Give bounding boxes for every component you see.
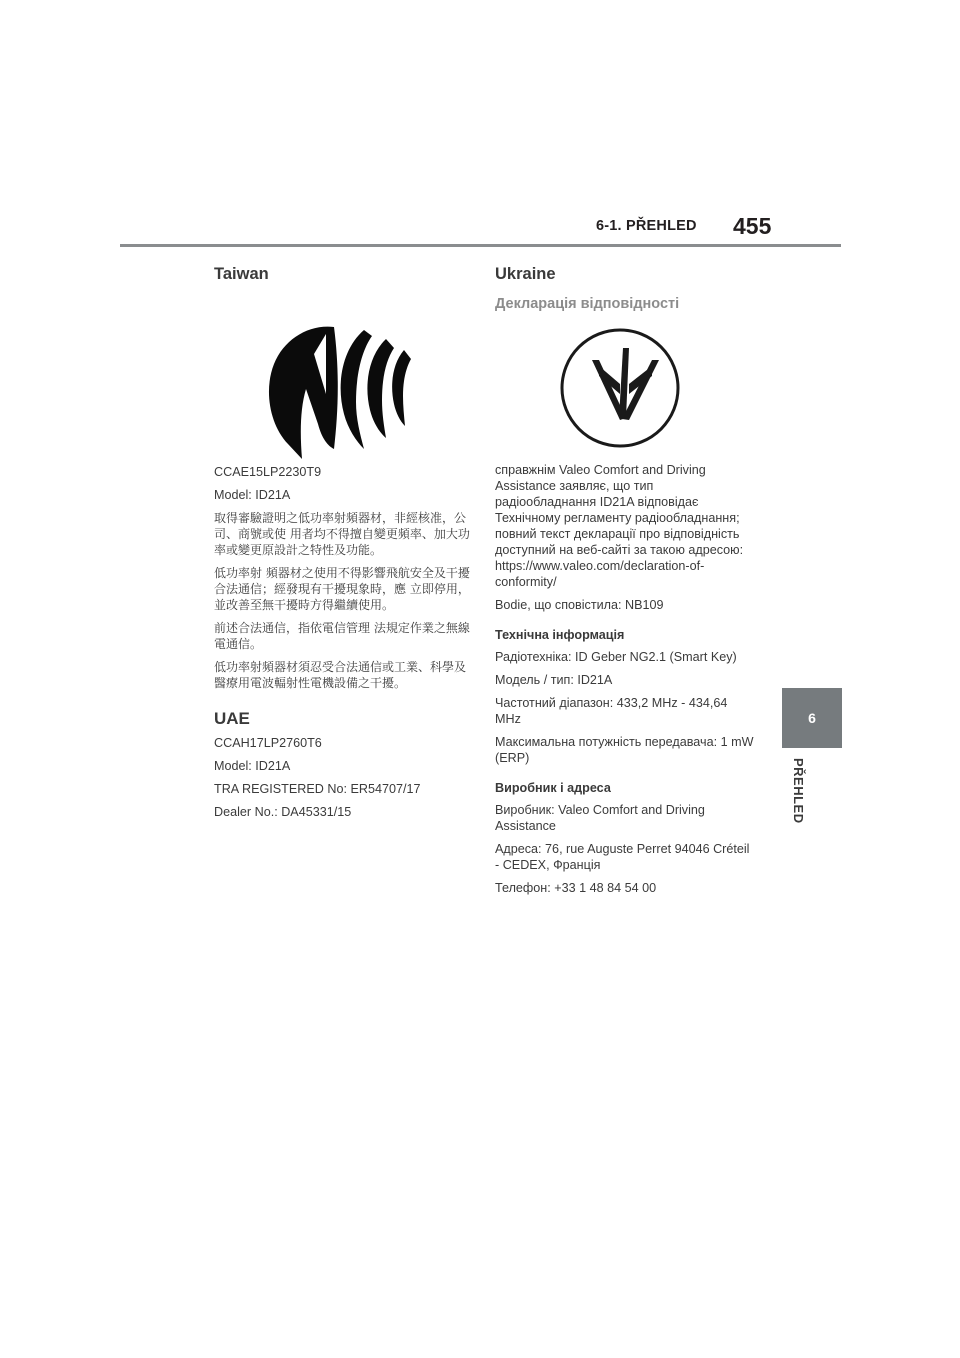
tech-info-line: Модель / тип: ID21A bbox=[495, 673, 613, 687]
tech-info-heading: Технічна інформація bbox=[495, 628, 625, 642]
manufacturer-line: Телефон: +33 1 48 84 54 00 bbox=[495, 881, 657, 895]
ukraine-intro: справжнім Valeo Comfort and Driving Assistance заявляє, що тип радіообладнання ID21A відповідає Технічному регламенту радіообладнання; повний текст декларації про відповідність доступний на веб-сайті за такою адресою: https://www.valeo.com/declaration-of-conformity/ bbox=[495, 463, 744, 589]
ukrainian-conformity-mark-icon bbox=[495, 322, 755, 452]
tech-info-line: Частотний діапазон: 433,2 MHz - 434,64 MHz bbox=[495, 696, 728, 726]
page-number: 455 bbox=[733, 213, 772, 239]
ncc-logo-icon bbox=[214, 294, 470, 464]
ukraine-heading: Ukraine bbox=[495, 265, 556, 283]
section-title: 6-1. PŘEHLED bbox=[596, 218, 697, 234]
taiwan-line: 前述合法通信，指依電信管理 法規定作業之無線電通信。 bbox=[214, 621, 470, 651]
uae-line: CCAH17LP2760T6 bbox=[214, 736, 322, 750]
right-column bbox=[495, 264, 755, 903]
tech-info-line: Радіотехніка: ID Geber NG2.1 (Smart Key) bbox=[495, 650, 737, 664]
uae-line: Dealer No.: DA45331/15 bbox=[214, 805, 352, 819]
chapter-label: PŘEHLED bbox=[791, 758, 806, 824]
header-divider bbox=[120, 244, 841, 247]
left-column bbox=[214, 264, 470, 827]
tech-info-line: Максимальна потужність передавача: 1 mW (ERP) bbox=[495, 735, 754, 765]
taiwan-line: 低功率射 頻器材之使用不得影響飛航安全及干擾合法通信；經發現有干擾現象時，應 立即停用，並改善至無干擾時方得繼續使用。 bbox=[214, 566, 470, 612]
chapter-number: 6 bbox=[808, 710, 816, 726]
taiwan-line: Model: ID21A bbox=[214, 488, 291, 502]
manufacturer-heading: Виробник і адреса bbox=[495, 781, 611, 795]
taiwan-line: CCAE15LP2230T9 bbox=[214, 465, 322, 479]
uae-line: TRA REGISTERED No: ER54707/17 bbox=[214, 782, 421, 796]
uae-heading: UAE bbox=[214, 709, 250, 728]
taiwan-line: 低功率射頻器材須忍受合法通信或工業、科學及醫療用電波輻射性電機設備之干擾。 bbox=[214, 660, 467, 690]
taiwan-line: 取得審驗證明之低功率射頻器材，非經核准，公司、商號或使 用者均不得擅自變更頻率、加大功率或變更原設計之特性及功能。 bbox=[214, 511, 470, 557]
manufacturer-line: Адреса: 76, rue Auguste Perret 94046 Créteil - CEDEX, Франція bbox=[495, 842, 750, 872]
chapter-tab[interactable] bbox=[782, 688, 842, 748]
ukraine-bodie: Bodie, що сповістила: NB109 bbox=[495, 598, 664, 612]
manufacturer-line: Виробник: Valeo Comfort and Driving Assistance bbox=[495, 803, 705, 833]
uae-line: Model: ID21A bbox=[214, 759, 291, 773]
ukraine-subtitle: Декларація відповідності bbox=[495, 296, 680, 312]
taiwan-heading: Taiwan bbox=[214, 265, 269, 283]
